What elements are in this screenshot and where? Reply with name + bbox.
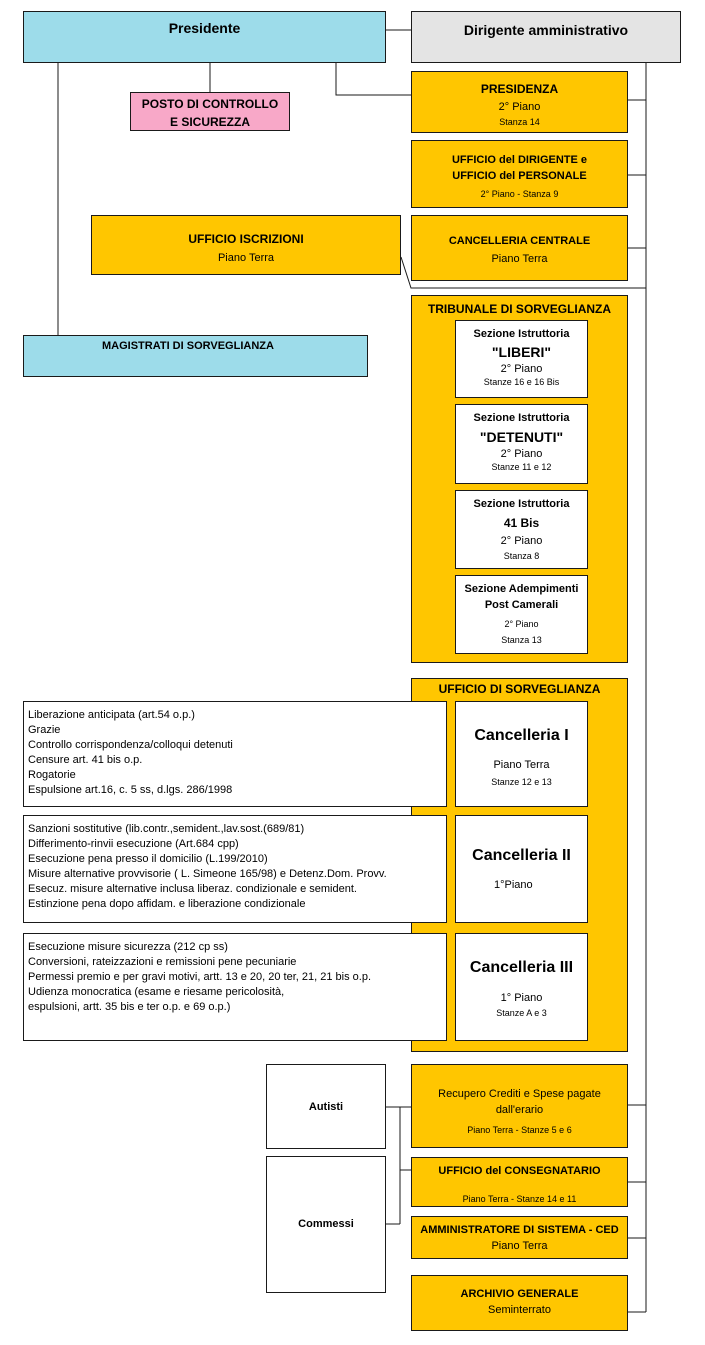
ufficio-sorveglianza-title: UFFICIO DI SORVEGLIANZA [438,682,601,696]
ufficio-dirigente-floor: 2° Piano - Stanza 9 [480,189,559,199]
list-item: Controllo corrispondenza/colloqui detenuti [28,739,233,751]
cancelleria-1-room: Stanze 12 e 13 [491,777,552,787]
list-item: Rogatorie [28,769,76,781]
sezione-41bis-title: Sezione Istruttoria [473,498,570,510]
posto-controllo-label: POSTO DI CONTROLLO E SICUREZZA [141,97,279,129]
consegnatario-title: UFFICIO del CONSEGNATARIO [438,1165,601,1177]
dirigente-label: Dirigente amministrativo [463,22,629,38]
sezione-post-camerali [455,575,588,654]
list-item: Grazie [28,724,61,736]
list-item: Espulsione art.16, c. 5 ss, d.lgs. 286/1998 [28,784,233,796]
commessi-box [266,1156,386,1293]
recupero-crediti-box [411,1064,628,1148]
ufficio-dirigente-title2: UFFICIO del PERSONALE [452,170,587,182]
cancelleria-2 [455,815,588,923]
competenze-list-1 [23,701,447,807]
tribunale-title: TRIBUNALE DI SORVEGLIANZA [427,302,612,316]
sezione-detenuti-floor: 2° Piano [500,448,543,460]
commessi-label: Commessi [298,1218,354,1230]
sezione-post-camerali-name: Post Camerali [484,599,559,611]
magistrati-box [23,335,368,377]
presidente-box [23,11,386,63]
archivio-box [411,1275,628,1331]
sezione-liberi-name: "LIBERI" [491,344,552,360]
sezione-41bis-floor: 2° Piano [500,535,543,547]
posto-controllo-box [130,92,290,131]
list-item: Estinzione pena dopo affidam. e liberazione condizionale [28,898,306,910]
list-item: Esecuz. misure alternative inclusa liberaz. condizionale e semident. [28,883,357,895]
magistrati-label: MAGISTRATI DI SORVEGLIANZA [102,340,274,352]
consegnatario-floor: Piano Terra - Stanze 14 e 11 [462,1194,577,1204]
cancelleria-2-floor: 1°Piano [494,879,533,891]
recupero-crediti-title2: dall'erario [495,1104,544,1116]
ufficio-iscrizioni-floor: Piano Terra [217,252,275,264]
list-item: Esecuzione misure sicurezza (212 cp ss) [28,941,228,953]
sezione-41bis-room: Stanza 8 [503,551,540,561]
list-item: Misure alternative provvisorie ( L. Simeone 165/98) e Detenz.Dom. Provv. [28,868,387,880]
cancelleria-centrale-box [411,215,628,281]
list-item: Liberazione anticipata (art.54 o.p.) [28,709,195,721]
cancelleria-3-floor: 1° Piano [500,992,543,1004]
list-item: Conversioni, rateizzazioni e remissioni pene pecuniarie [28,956,297,968]
sezione-detenuti-name: "DETENUTI" [479,429,564,445]
consegnatario-box [411,1157,628,1207]
ced-floor: Piano Terra [491,1240,548,1252]
list-item: Differimento-rinvii esecuzione (Art.684 cpp) [28,838,239,850]
cancelleria-3 [455,933,588,1041]
presidente-label: Presidente [168,20,241,36]
sezione-liberi-title: Sezione Istruttoria [473,328,570,340]
presidenza-floor: 2° Piano [498,101,541,113]
autisti-box [266,1064,386,1149]
sezione-post-camerali-floor: 2° Piano [504,619,539,629]
sezione-detenuti [455,404,588,484]
sezione-detenuti-room: Stanze 11 e 12 [491,462,552,472]
cancelleria-3-room: Stanze A e 3 [496,1008,547,1018]
dirigente-box [411,11,681,63]
list-item: Permessi premio e per gravi motivi, artt. 13 e 20, 20 ter, 21, 21 bis o.p. [28,971,371,983]
sezione-liberi-floor: 2° Piano [500,363,543,375]
presidenza-room: Stanza 14 [499,117,540,127]
list-item: Sanzioni sostitutive (lib.contr.,semident.,lav.sost.(689/81) [28,823,305,835]
cancelleria-1-name: Cancelleria I [474,727,569,744]
cancelleria-1-floor: Piano Terra [493,759,550,771]
presidenza-box [411,71,628,133]
ufficio-iscrizioni-box [91,215,401,275]
ufficio-dirigente-title1: UFFICIO del DIRIGENTE e [451,154,588,166]
cancelleria-1 [455,701,588,807]
autisti-label: Autisti [308,1101,344,1113]
sezione-liberi-room: Stanze 16 e 16 Bis [483,377,560,387]
cancelleria-2-name: Cancelleria II [472,847,571,864]
sezione-post-camerali-title: Sezione Adempimenti [464,583,579,595]
cancelleria-centrale-title: CANCELLERIA CENTRALE [448,235,591,247]
recupero-crediti-floor: Piano Terra - Stanze 5 e 6 [467,1125,572,1135]
cancelleria-3-name: Cancelleria III [469,959,574,976]
list-item: Esecuzione pena presso il domicilio (L.199/2010) [28,853,268,865]
archivio-title: ARCHIVIO GENERALE [460,1288,579,1300]
competenze-list-3 [23,933,447,1041]
sezione-post-camerali-room: Stanza 13 [501,635,542,645]
archivio-floor: Seminterrato [488,1304,551,1316]
sezione-41bis [455,490,588,569]
list-item: Censure art. 41 bis o.p. [28,754,143,766]
ced-title: AMMINISTRATORE DI SISTEMA - CED [420,1224,619,1236]
sezione-detenuti-title: Sezione Istruttoria [473,412,570,424]
link-presidente-presidenza [336,63,411,95]
competenze-list-2 [23,815,447,923]
presidenza-title: PRESIDENZA [480,82,559,96]
recupero-crediti-title1: Recupero Crediti e Spese pagate [438,1088,601,1100]
ufficio-iscrizioni-title: UFFICIO ISCRIZIONI [188,232,304,246]
sezione-liberi [455,320,588,398]
cancelleria-centrale-floor: Piano Terra [491,253,548,265]
list-item: Udienza monocratica (esame e riesame pericolosità, [28,986,285,998]
ced-box [411,1216,628,1259]
sezione-41bis-name: 41 Bis [503,516,540,530]
ufficio-dirigente-box [411,140,628,208]
list-item: espulsioni, artt. 35 bis e ter o.p. e 69 o.p.) [28,1001,231,1013]
